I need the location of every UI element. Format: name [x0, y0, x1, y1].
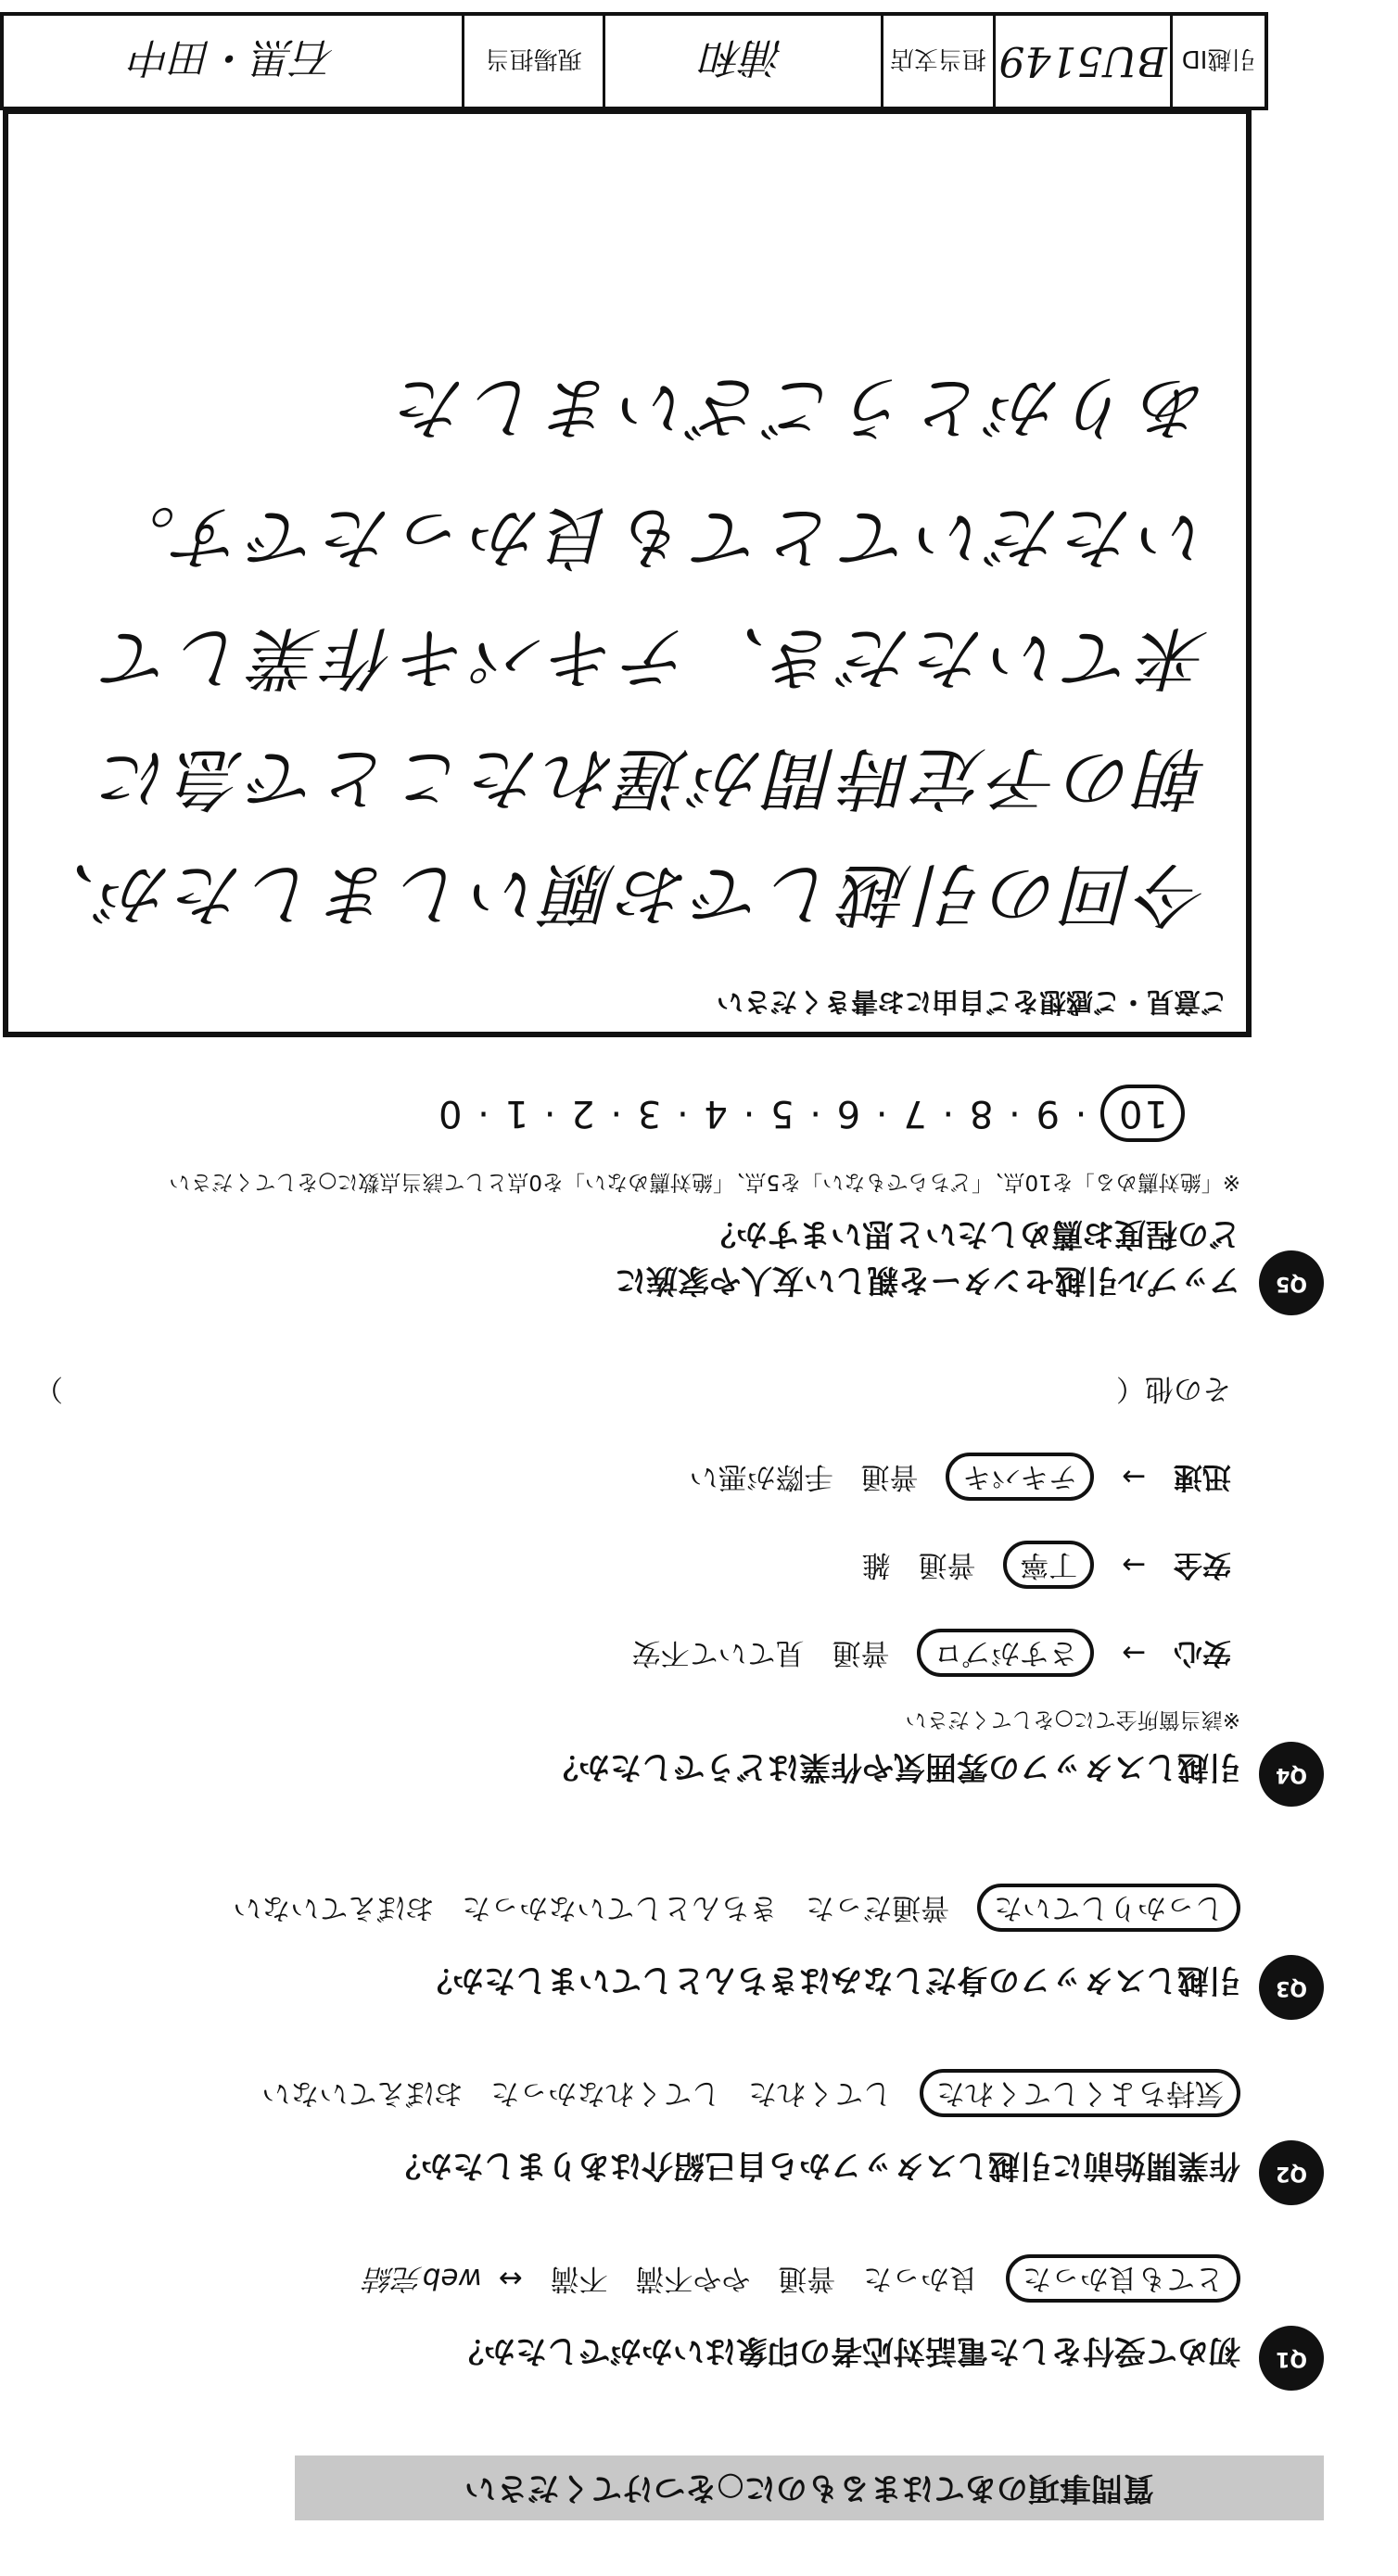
- move-id-label: 引越ID: [1170, 16, 1265, 107]
- q5-text-line1: アップル引越センターを親しい友人や家族に: [615, 1262, 1240, 1299]
- scale-option[interactable]: 8: [967, 1092, 994, 1135]
- scale-option[interactable]: 4: [702, 1092, 728, 1135]
- scale-option-selected[interactable]: 10: [1100, 1085, 1185, 1142]
- scale-option[interactable]: 6: [834, 1092, 861, 1135]
- comment-line: 来ていただき、テキパキ作業して: [98, 617, 1209, 697]
- q4-row-label: 安全: [1174, 1548, 1231, 1581]
- q4-other-label: その他（: [1116, 1372, 1231, 1405]
- q3-option[interactable]: きちんとしていなかった: [462, 1891, 779, 1924]
- q3-text: 引越しスタッフの身だしなみはきちんとしていましたか？: [421, 1961, 1240, 1999]
- q4-option[interactable]: 見ていて不安: [631, 1636, 805, 1669]
- q1-option[interactable]: 不満: [550, 2262, 608, 2295]
- q4-row-label: 安心: [1174, 1636, 1231, 1669]
- scale-option[interactable]: 1: [502, 1092, 529, 1135]
- recommend-scale: 10 · 9 · 8 · 7 · 6 · 5 · 4 · 3 · 2 · 1 · 0: [437, 1092, 1185, 1135]
- branch-value[interactable]: 浦和: [603, 16, 881, 107]
- branch-label: 担当支店: [881, 16, 994, 107]
- scale-option[interactable]: 9: [1034, 1092, 1060, 1135]
- q4-option-selected[interactable]: 丁寧: [1003, 1541, 1094, 1589]
- q3-option[interactable]: 普通だった: [806, 1891, 950, 1924]
- comment-label: ご意見・ご感想をご自由にお書きください: [716, 986, 1227, 1018]
- scale-option[interactable]: 2: [569, 1092, 595, 1135]
- move-info-table: [0, 12, 1268, 110]
- scale-option[interactable]: 7: [901, 1092, 927, 1135]
- q4-other-close: ）: [34, 1372, 63, 1405]
- comment-line: ありがとうございました: [393, 367, 1209, 447]
- q4-option[interactable]: 雑: [861, 1548, 891, 1581]
- q1-options: とても良かった 良かった 普通 やや不満 不満 ↔ web完結: [347, 2261, 1240, 2303]
- arrow-icon: →: [1122, 1636, 1147, 1669]
- comment-box[interactable]: [3, 108, 1252, 1037]
- q1-text: 初めて受付をした電話対応者の印象はいかがでしたか？: [452, 2332, 1240, 2369]
- q2-option[interactable]: おぼえていない: [261, 2076, 464, 2110]
- scale-option[interactable]: 3: [635, 1092, 662, 1135]
- q2-icon: Q2: [1259, 2140, 1324, 2205]
- comment-line: いただいてとても良かったです。: [101, 497, 1209, 577]
- q1-option-selected[interactable]: とても良かった: [1006, 2254, 1240, 2303]
- q3-icon: Q3: [1259, 1955, 1324, 2020]
- q2-option[interactable]: してくれなかった: [490, 2076, 721, 2110]
- staff-value[interactable]: 石黒・田中: [131, 33, 336, 81]
- q4-option-selected[interactable]: テキパキ: [946, 1453, 1094, 1501]
- instructions-banner: [295, 2455, 1324, 2520]
- q1-handwritten-note: web完結: [364, 2262, 482, 2295]
- q4-note: ※該当箇所全てに○をしてください: [905, 1707, 1240, 1732]
- comment-line: 朝の予定時間が遅れたことで急に: [96, 738, 1209, 818]
- q4-row-anshin: [614, 1635, 1231, 1677]
- q1-option[interactable]: やや不満: [635, 2262, 751, 2295]
- q3-option-selected[interactable]: しっかりしていた: [977, 1884, 1240, 1932]
- q5-text-line2: どの程度お薦めしたいと思いますか？: [705, 1215, 1240, 1252]
- staff-label: 現場担当: [463, 16, 603, 107]
- q2-option[interactable]: してくれた: [748, 2076, 893, 2110]
- q4-row-jinsoku: [671, 1459, 1231, 1501]
- scale-option[interactable]: 5: [769, 1092, 794, 1135]
- q1-option[interactable]: 普通: [778, 2262, 836, 2295]
- q4-other: [1098, 1371, 1231, 1413]
- q2-options: [243, 2075, 1240, 2117]
- q4-option-selected[interactable]: さすがプロ: [917, 1629, 1094, 1677]
- q3-options: [214, 1890, 1240, 1932]
- q5-note: ※「絶対薦める」を10点、「どちらでもない」を5点、「絶対薦めない」を0点として該当点数に○をしてください: [169, 1170, 1240, 1194]
- q2-text: 作業開始前に引越しスタッフから自己紹介はありましたか？: [389, 2147, 1240, 2184]
- q4-icon: Q4: [1259, 1742, 1324, 1807]
- move-id-value[interactable]: BU5149: [993, 16, 1170, 107]
- banner-text: 質問事項のあてはまるものに○をつけてください: [464, 2469, 1154, 2506]
- q3-option[interactable]: おぼえていない: [233, 1891, 435, 1924]
- scale-option[interactable]: 0: [437, 1092, 463, 1135]
- q4-row-label: 迅速: [1174, 1460, 1231, 1493]
- arrow-icon: →: [1122, 1460, 1147, 1493]
- q4-option[interactable]: 普通: [832, 1636, 890, 1669]
- q5-icon: Q5: [1259, 1250, 1324, 1315]
- q4-option[interactable]: 手際が悪い: [689, 1460, 833, 1493]
- q4-row-anzen: [844, 1547, 1231, 1589]
- q4-option[interactable]: 普通: [918, 1548, 976, 1581]
- arrow-icon: →: [1122, 1548, 1147, 1581]
- q2-option-selected[interactable]: 気持ちよくしてくれた: [920, 2069, 1240, 2117]
- q4-text: 引越しスタッフの雰囲気や作業はどうでしたか？: [547, 1748, 1240, 1785]
- q1-option[interactable]: 良かった: [863, 2262, 979, 2295]
- q1-icon: Q1: [1259, 2326, 1324, 2391]
- comment-line: 今回の引越しでお願いしましたが、: [22, 854, 1209, 933]
- q4-option[interactable]: 普通: [860, 1460, 919, 1493]
